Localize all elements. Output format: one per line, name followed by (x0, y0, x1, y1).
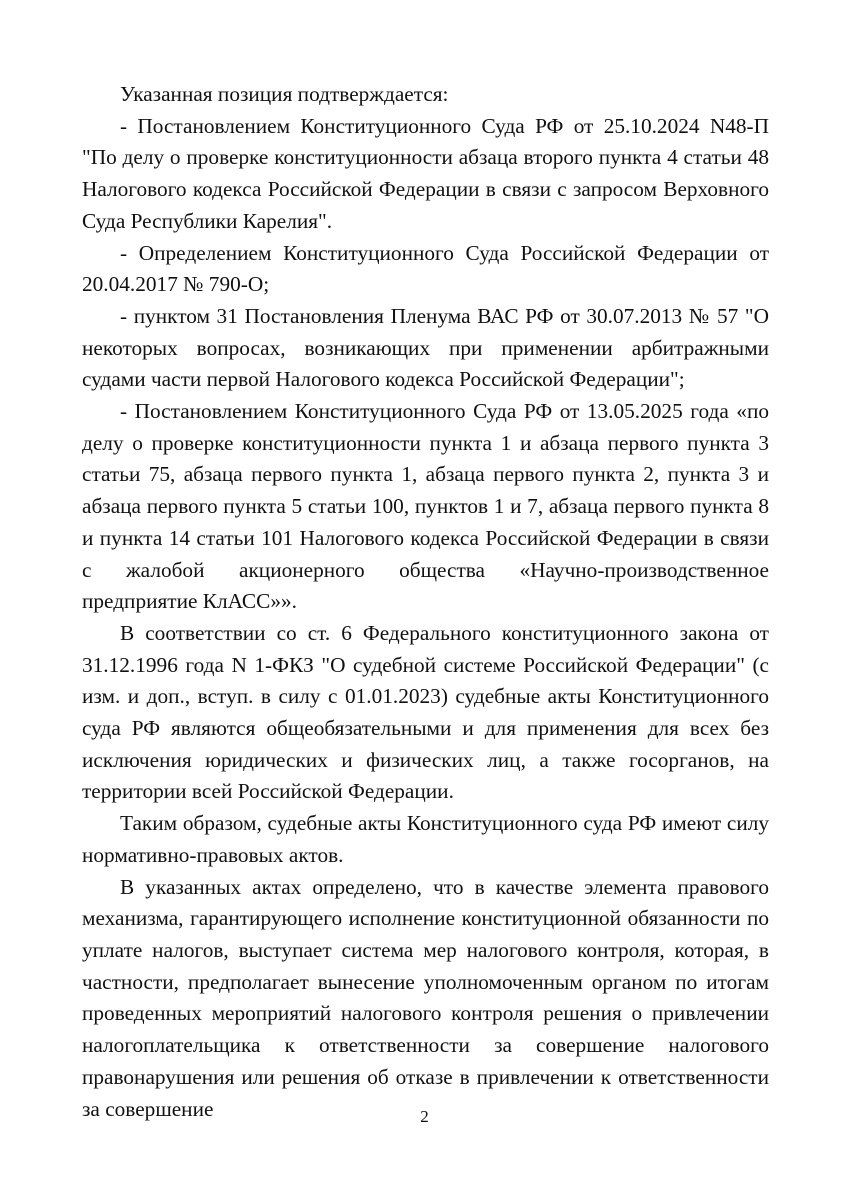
paragraph-federal-law: В соответствии со ст. 6 Федерального конституционного закона от 31.12.1996 года N 1-ФКЗ "О судебной системе Российской Федерации" (с изм. и доп., вступ. в силу с 01.01.2023) судебные акты Конституционного суда РФ являются общеобязательными и для применения для всех без исключения юридических и физических лиц, а также госорганов, на территории всей Российской Федерации. (82, 620, 769, 804)
paragraph-intro: Указанная позиция подтверждается: (120, 82, 449, 106)
paragraph-item-constitutional-court-2017: - Определением Конституционного Суда Российской Федерации от 20.04.2017 № 790-О; (82, 240, 769, 297)
paragraph-tax-control: В указанных актах определено, что в качестве элемента правового механизма, гарантирующего исполнение конституционной обязанности по уплате налогов, выступает система мер налогового контроля, которая, в частности, предполагает вынесение уполномоченным органом по итогам проведенных мероприятий налогового контроля решения о привлечении налогоплательщика к ответственности за совершение налогового правонарушения или решения об отказе в привлечении к ответственности за совершение (82, 874, 769, 1121)
paragraph-conclusion: Таким образом, судебные акты Конституционного суда РФ имеют силу нормативно-правовых актов. (82, 811, 769, 867)
paragraph-item-vas-plenum: - пунктом 31 Постановления Пленума ВАС РФ от 30.07.2013 № 57 "О некоторых вопросах, возникающих при применении арбитражными судами части первой Налогового кодекса Российской Федерации"; (82, 303, 769, 392)
page-number: 2 (420, 1107, 429, 1126)
document-body (82, 79, 769, 1125)
paragraph-item-constitutional-court-2024: - Постановлением Конституционного Суда РФ от 25.10.2024 N48-П "По делу о проверке конституционности абзаца второго пункта 4 статьи 48 Налогового кодекса Российской Федерации в связи с запросом Верховного Суда Республики Карелия". (82, 113, 769, 233)
paragraph-item-constitutional-court-2025: - Постановлением Конституционного Суда РФ от 13.05.2025 года «по делу о проверке конституционности пункта 1 и абзаца первого пункта 3 статьи 75, абзаца первого пункта 1, абзаца первого пункта 2, пункта 3 и абзаца первого пункта 5 статьи 100, пунктов 1 и 7, абзаца первого пункта 8 и пункта 14 статьи 101 Налогового кодекса Российской Федерации в связи с жалобой акционерного общества «Научно-производственное предприятие КлАСС»». (82, 399, 769, 614)
